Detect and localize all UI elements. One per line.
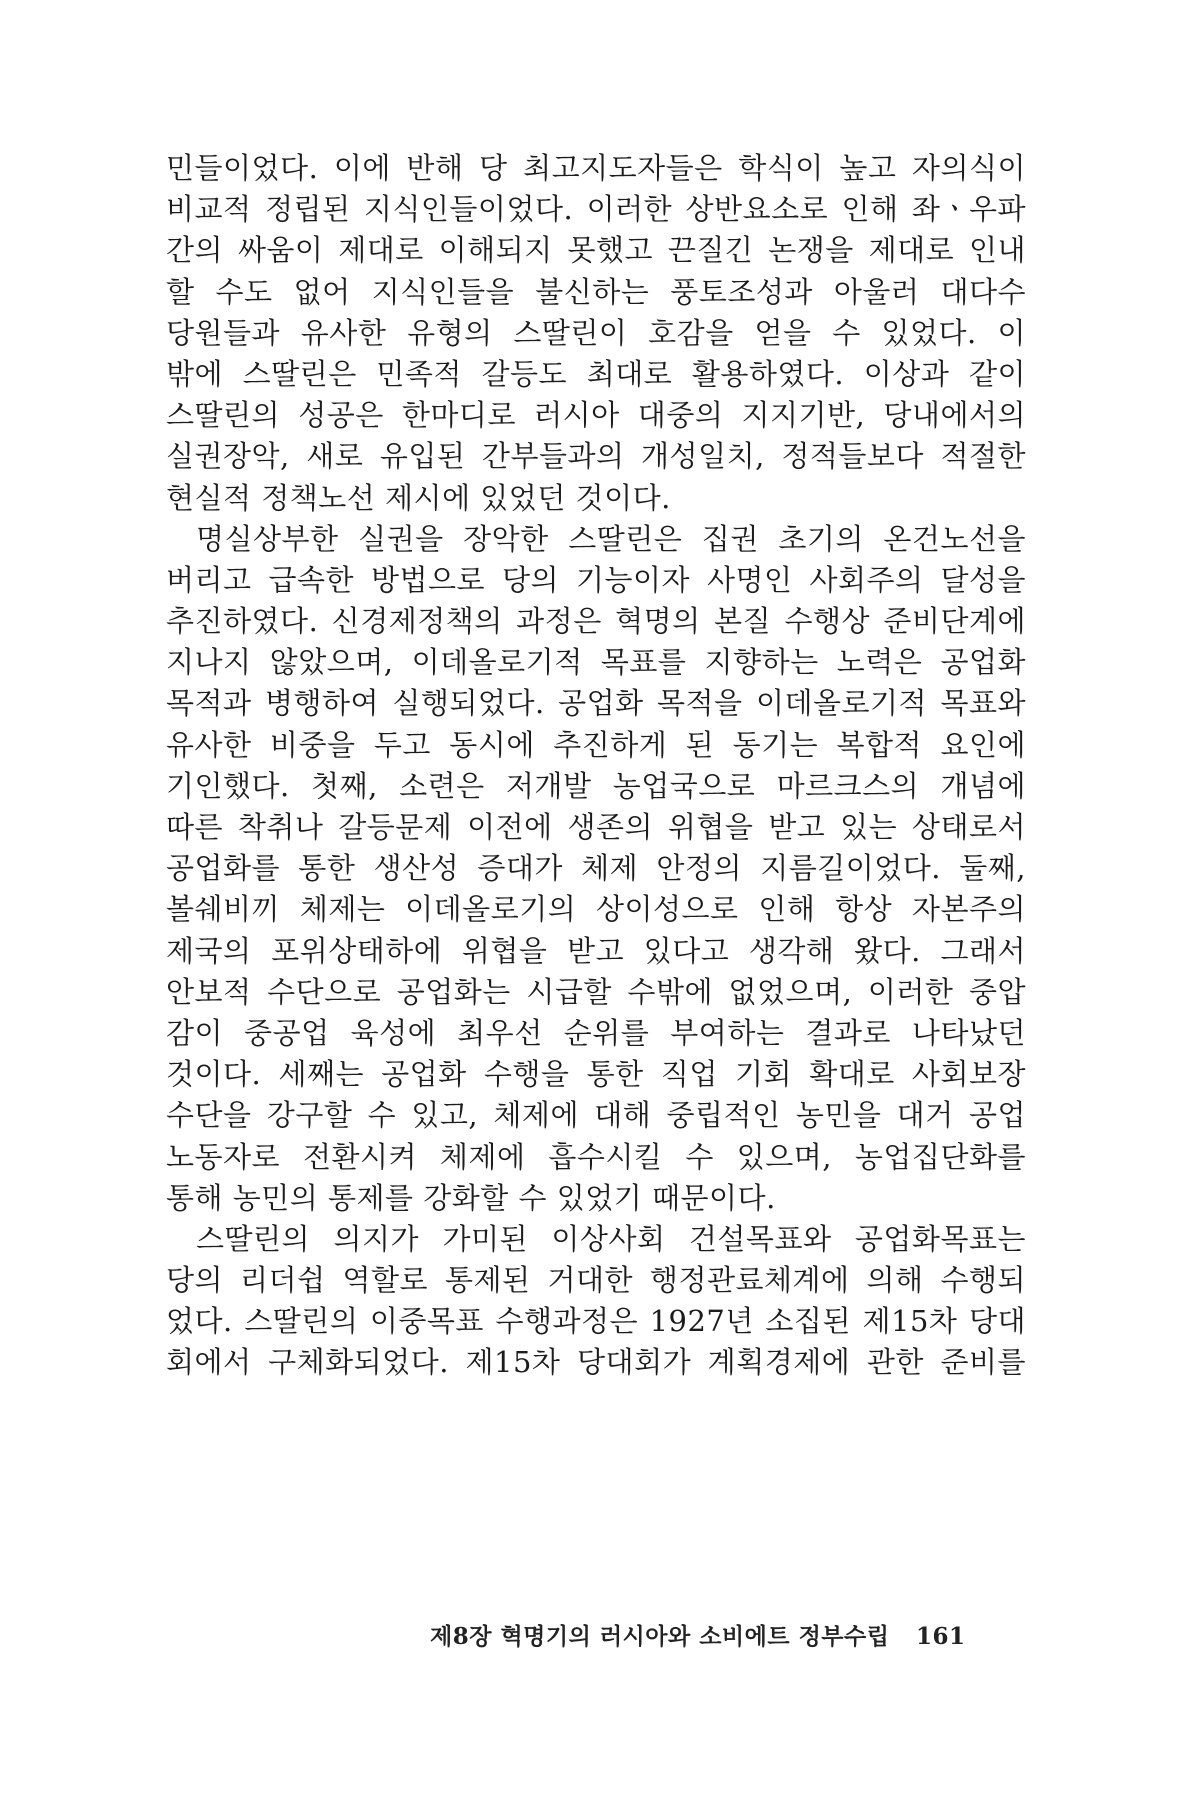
text-line: 할 수도 없어 지식인들을 불신하는 풍토조성과 아울러 대다수: [166, 274, 1026, 309]
text-line: 실권장악, 새로 유입된 간부들과의 개성일치, 정적들보다 적절한: [166, 439, 1026, 474]
text-line: 공업화를 통한 생산성 증대가 체제 안정의 지름길이었다. 둘째,: [166, 851, 1026, 886]
paragraph-start-line: 명실상부한 실권을 장악한 스딸린은 집권 초기의 온건노선을: [196, 521, 1026, 556]
page-number: 161: [915, 1623, 966, 1650]
page-footer: [430, 1618, 966, 1651]
text-line: 따른 착취나 갈등문제 이전에 생존의 위협을 받고 있는 상태로서: [166, 810, 1026, 844]
text-line: 유사한 비중을 두고 동시에 추진하게 된 동기는 복합적 요인에: [166, 727, 1026, 762]
text-line: 감이 중공업 육성에 최우선 순위를 부여하는 결과로 나타났던: [166, 1015, 1026, 1050]
text-line: 지나지 않았으며, 이데올로기적 목표를 지향하는 노력은 공업화: [166, 645, 1026, 680]
body-text: [166, 148, 1026, 1384]
text-line: 버리고 급속한 방법으로 당의 기능이자 사명인 사회주의 달성을: [166, 562, 1026, 597]
text-line: 당의 리더쉽 역할로 통제된 거대한 행정관료체계에 의해 수행되: [166, 1263, 1026, 1298]
text-line: 제국의 포위상태하에 위협을 받고 있다고 생각해 왔다. 그래서: [166, 933, 1026, 968]
text-line: 당원들과 유사한 유형의 스딸린이 호감을 얻을 수 있었다. 이: [166, 315, 1026, 350]
text-line: 밖에 스딸린은 민족적 갈등도 최대로 활용하였다. 이상과 같이: [166, 356, 1026, 391]
text-line: 민들이었다. 이에 반해 당 최고지도자들은 학식이 높고 자의식이: [166, 151, 1026, 185]
text-line: 회에서 구체화되었다. 제15차 당대회가 계획경제에 관한 준비를: [166, 1345, 1026, 1380]
text-line: 간의 싸움이 제대로 이해되지 못했고 끈질긴 논쟁을 제대로 인내: [166, 233, 1026, 268]
text-line: 것이다. 세째는 공업화 수행을 통한 직업 기회 확대로 사회보장: [166, 1057, 1026, 1092]
text-line: 볼쉐비끼 체제는 이데올로기의 상이성으로 인해 항상 자본주의: [166, 892, 1026, 927]
text-line: 안보적 수단으로 공업화는 시급할 수밖에 없었으며, 이러한 중압: [166, 974, 1026, 1009]
text-line: 스딸린의 성공은 한마디로 러시아 대중의 지지기반, 당내에서의: [166, 398, 1026, 433]
paragraph-end-line: 현실적 정책노선 제시에 있었던 것이다.: [166, 480, 671, 515]
text-line: 수단을 강구할 수 있고, 체제에 대해 중립적인 농민을 대거 공업: [166, 1098, 1026, 1133]
text-line: 목적과 병행하여 실행되었다. 공업화 목적을 이데올로기적 목표와: [166, 686, 1026, 721]
text-line: 비교적 정립된 지식인들이었다. 이러한 상반요소로 인해 좌ㆍ우파: [166, 192, 1026, 227]
paragraph-end-line: 통해 농민의 통제를 강화할 수 있었기 때문이다.: [166, 1180, 776, 1215]
text-line: 노동자로 전환시켜 체제에 흡수시킬 수 있으며, 농업집단화를: [166, 1139, 1026, 1174]
text-line: 추진하였다. 신경제정책의 과정은 혁명의 본질 수행상 준비단계에: [166, 604, 1026, 639]
paragraph-start-line: 스딸린의 의지가 가미된 이상사회 건설목표와 공업화목표는: [196, 1221, 1026, 1256]
text-line: 었다. 스딸린의 이중목표 수행과정은 1927년 소집된 제15차 당대: [166, 1304, 1026, 1339]
running-title: 제8장 혁명기의 러시아와 소비에트 정부수립: [430, 1623, 890, 1650]
text-line: 기인했다. 첫째, 소련은 저개발 농업국으로 마르크스의 개념에: [166, 768, 1026, 803]
